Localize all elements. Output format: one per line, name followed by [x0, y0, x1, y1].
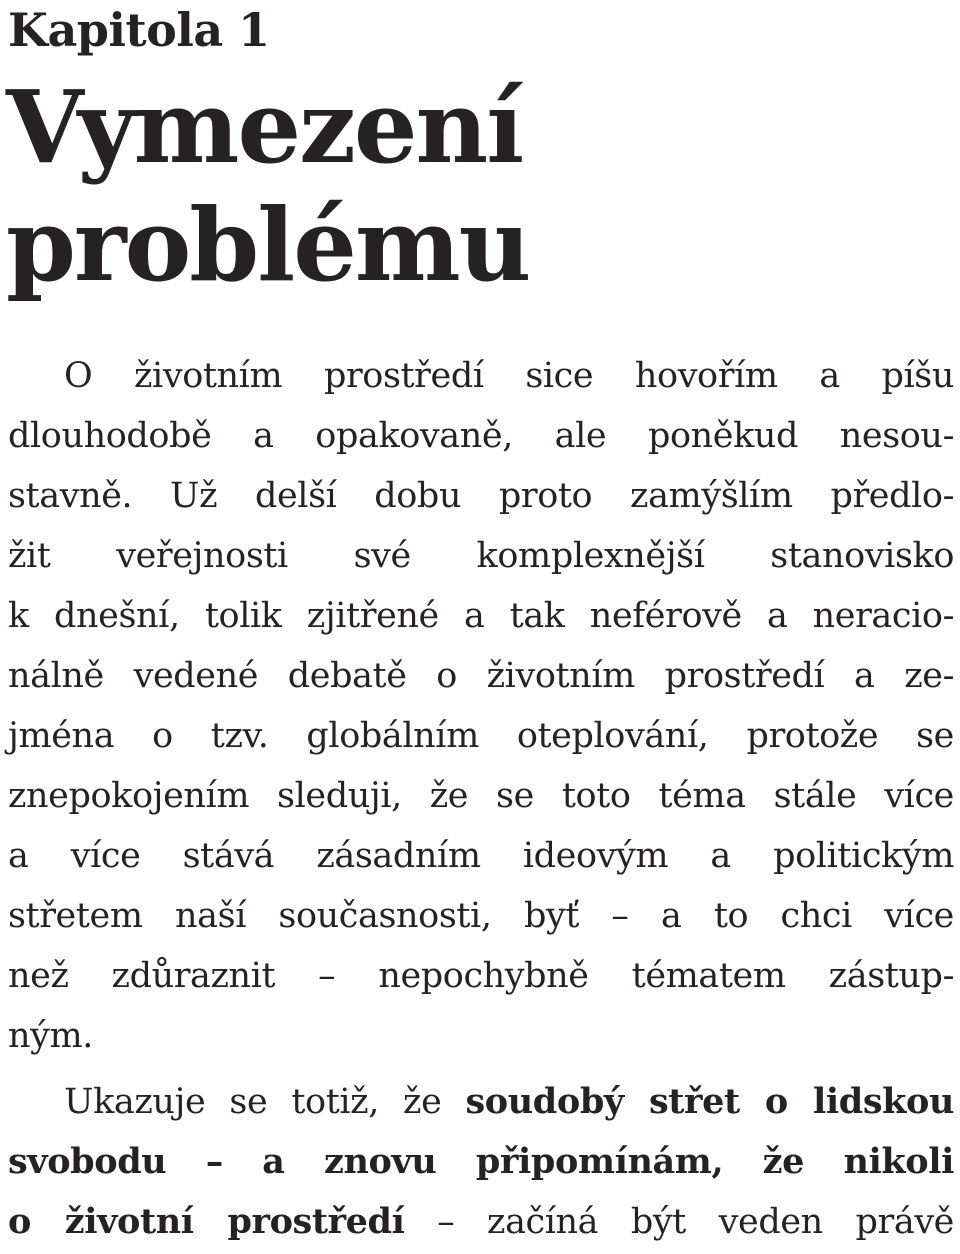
paragraph-1-line: dlouhodobě a opakovaně, ale poněkud nesou- — [8, 416, 954, 456]
chapter-title-line-2: problému — [6, 186, 530, 304]
paragraph-1 — [8, 346, 954, 1066]
paragraph-1-line: než zdůraznit – nepochybně tématem zástup- — [8, 956, 954, 996]
paragraph-2-text-bold: soudobý střet o lidskou — [465, 1081, 954, 1122]
paragraph-2-line-3 — [8, 1192, 954, 1252]
paragraph-1-line: O životním prostředí sice hovořím a píšu — [64, 356, 954, 396]
paragraph-1-line: stavně. Už delší dobu proto zamýšlím předlo- — [8, 476, 954, 516]
paragraph-2-line-2: svobodu – a znovu připomínám, že nikoli — [8, 1141, 954, 1182]
paragraph-1-line: jména o tzv. globálním oteplování, protože se — [8, 716, 954, 756]
chapter-title — [6, 68, 529, 304]
paragraph-1-line: žit veřejnosti své komplexnější stanovisko — [8, 536, 954, 576]
paragraph-2-text-bold: o životní prostředí — [8, 1201, 405, 1242]
paragraph-2-text-normal: – začíná být veden právě — [404, 1202, 954, 1242]
paragraph-1-line: znepokojením sleduji, že se toto téma stále více — [8, 776, 954, 816]
paragraph-1-line: ným. — [8, 1016, 94, 1056]
chapter-label: Kapitola 1 — [8, 3, 270, 57]
paragraph-1-line: nálně vedené debatě o životním prostředí a ze- — [8, 656, 954, 696]
paragraph-2 — [8, 1072, 954, 1252]
paragraph-2-text-normal: Ukazuje se totiž, že — [64, 1082, 466, 1122]
chapter-title-line-1: Vymezení — [6, 68, 523, 186]
paragraph-1-line: k dnešní, tolik zjitřené a tak neférově a neracio- — [8, 596, 954, 636]
paragraph-1-line: střetem naší současnosti, byť – a to chci více — [8, 896, 954, 936]
paragraph-1-line: a více stává zásadním ideovým a politickým — [8, 836, 954, 876]
paragraph-2-line-1 — [8, 1072, 954, 1132]
